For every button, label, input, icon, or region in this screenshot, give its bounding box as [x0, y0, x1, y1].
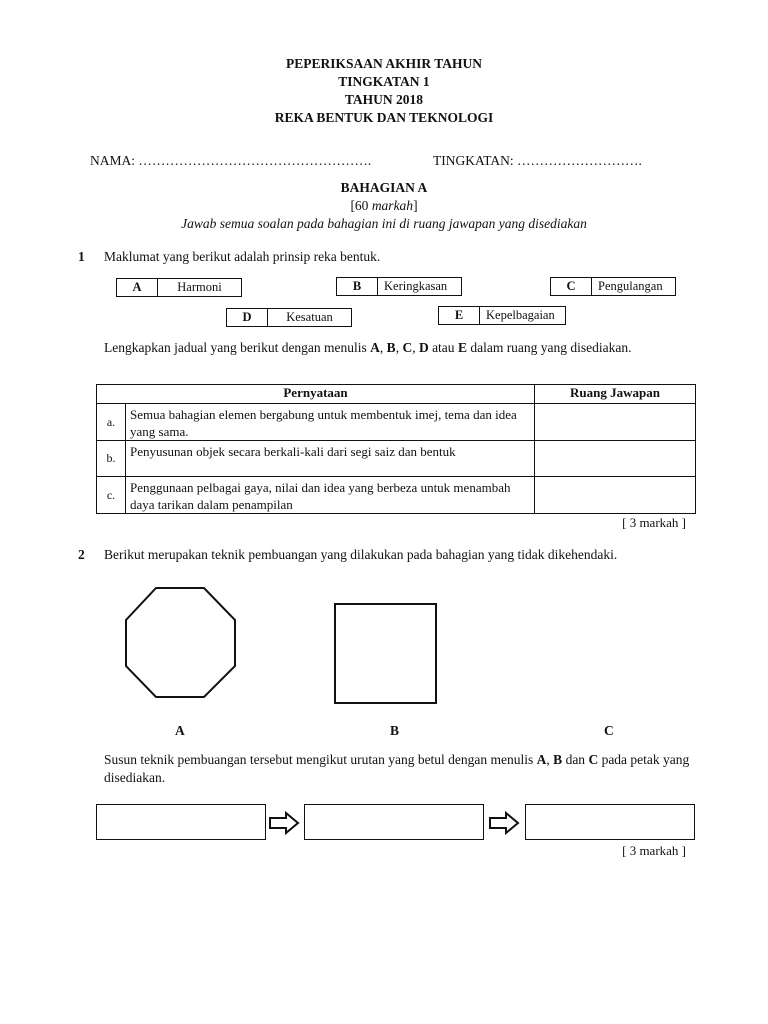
table-header-row — [97, 385, 696, 404]
shape-label-c: C — [604, 723, 614, 738]
principle-box-c — [550, 277, 676, 296]
principle-key: A — [117, 279, 158, 296]
row-statement: Semua bahagian elemen bergabung untuk membentuk imej, tema dan idea yang sama. — [126, 404, 535, 441]
principle-box-b — [336, 277, 462, 296]
octagon-shape — [120, 584, 240, 700]
instr-text: pada petak yang disediakan. — [104, 752, 690, 785]
instr-text: Susun teknik pembuangan tersebut mengikut urutan yang betul dengan menulis — [104, 752, 537, 767]
section-marks-open: [60 — [350, 198, 372, 213]
question-1-number: 1 — [78, 249, 85, 264]
table-row — [97, 477, 696, 514]
answer-cell[interactable] — [535, 404, 696, 441]
sequence-box-1[interactable] — [96, 804, 266, 840]
instr-sep: , — [379, 340, 387, 355]
sequence-box-3[interactable] — [525, 804, 695, 840]
principle-label: Harmoni — [177, 280, 222, 294]
instr-text: Lengkapkan jadual yang berikut dengan menulis — [104, 340, 371, 355]
instr-key-b: B — [386, 340, 396, 355]
question-2-number: 2 — [78, 547, 85, 562]
question-2-stem: Berikut merupakan teknik pembuangan yang dilakukan pada bahagian yang tidak dikehendaki. — [104, 547, 618, 562]
name-field-label: NAMA: ……………………………………………. — [90, 153, 372, 168]
sequence-box-2[interactable] — [304, 804, 484, 840]
principle-box-e — [438, 306, 566, 325]
row-statement: Penyusunan objek secara berkali-kali dari segi saiz dan bentuk — [126, 441, 535, 477]
question-2-instruction — [104, 751, 694, 787]
instr-key-e: E — [457, 340, 467, 355]
section-marks-close: ] — [413, 198, 418, 213]
row-statement: Penggunaan pelbagai gaya, nilai dan idea yang berbeza untuk menambah daya tarikan dalam penampilan — [126, 477, 535, 514]
arrow-right-icon — [268, 811, 300, 835]
answer-table — [96, 384, 696, 514]
principle-key: C — [551, 278, 592, 295]
square-shape — [334, 603, 438, 705]
arrow-right-icon — [488, 811, 520, 835]
question-1-stem: Maklumat yang berikut adalah prinsip reka bentuk. — [104, 249, 381, 264]
table-row — [97, 404, 696, 441]
question-2-marks: [ 3 markah ] — [622, 843, 686, 858]
principle-key: E — [439, 307, 480, 324]
question-1-marks: [ 3 markah ] — [622, 515, 686, 530]
column-header-answer: Ruang Jawapan — [535, 385, 696, 404]
question-1-instruction — [104, 339, 688, 357]
instr-key-d: D — [418, 340, 429, 355]
principle-key: B — [337, 278, 378, 295]
principle-label: Keringkasan — [384, 279, 448, 293]
principle-label: Pengulangan — [598, 279, 663, 293]
instr-and: dan — [562, 752, 589, 767]
exam-header — [0, 55, 768, 127]
principle-box-a — [116, 278, 242, 297]
instr-text: dalam ruang yang disediakan. — [466, 340, 632, 355]
exam-form: TINGKATAN 1 — [338, 74, 430, 89]
column-header-statement: Pernyataan — [97, 385, 535, 404]
instr-key-a: A — [370, 340, 380, 355]
principle-box-d — [226, 308, 352, 327]
principle-label: Kepelbagaian — [486, 308, 555, 322]
section-instruction: Jawab semua soalan pada bahagian ini di ruang jawapan yang disediakan — [181, 216, 587, 231]
instr-sep: , — [546, 752, 554, 767]
instr-sep: , — [395, 340, 403, 355]
row-index: c. — [97, 477, 126, 514]
principle-label: Kesatuan — [286, 310, 333, 324]
instr-or: atau — [428, 340, 458, 355]
instr-key-c: C — [402, 340, 413, 355]
shape-label-b: B — [390, 723, 400, 738]
row-index: b. — [97, 441, 126, 477]
section-marks-word: markah — [371, 198, 414, 213]
exam-year: TAHUN 2018 — [344, 92, 424, 107]
instr-key-a: A — [536, 752, 547, 767]
section-title: BAHAGIAN A — [340, 180, 428, 195]
shape-label-a: A — [175, 723, 185, 738]
principle-key: D — [227, 309, 268, 326]
class-field-label: TINGKATAN: ………………………. — [433, 153, 642, 168]
exam-title: PEPERIKSAAN AKHIR TAHUN — [285, 56, 483, 71]
section-marks — [0, 198, 768, 214]
exam-subject: REKA BENTUK DAN TEKNOLOGI — [274, 110, 494, 125]
table-row — [97, 441, 696, 477]
instr-key-c: C — [588, 752, 599, 767]
answer-cell[interactable] — [535, 477, 696, 514]
answer-cell[interactable] — [535, 441, 696, 477]
instr-key-b: B — [553, 752, 563, 767]
instr-sep: , — [412, 340, 419, 355]
row-index: a. — [97, 404, 126, 441]
